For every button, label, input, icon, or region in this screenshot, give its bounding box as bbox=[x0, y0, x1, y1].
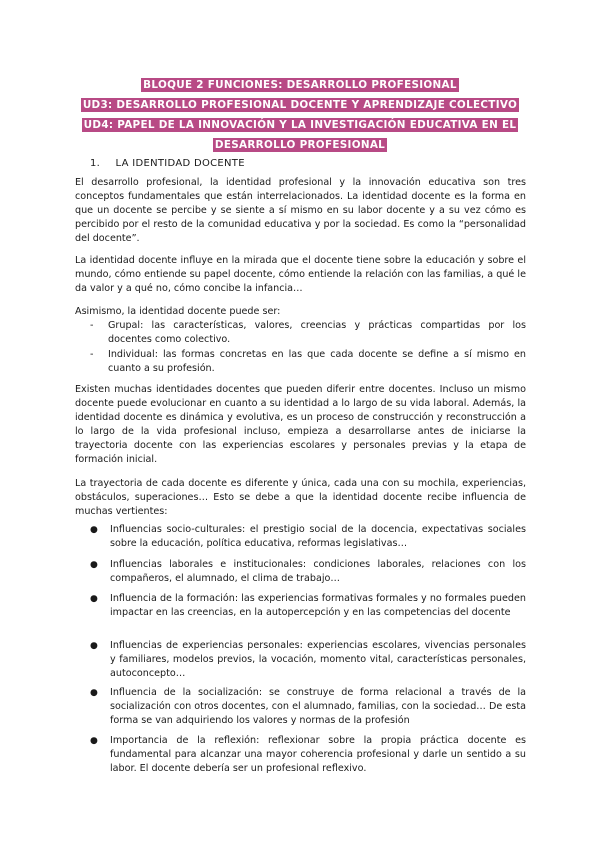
bullet-text: Influencias laborales e institucionales: condiciones laborales, relaciones con los compañeros, el alumnado, el clima de trabajo… bbox=[110, 559, 526, 584]
bullet-formacion bbox=[90, 592, 526, 620]
bullet-socio-cultural bbox=[90, 523, 526, 551]
header-line-ud4: UD4: PAPEL DE LA INNOVACIÓN Y LA INVESTIGACIÓN EDUCATIVA EN EL DESARROLLO PROFESIONAL bbox=[83, 119, 517, 151]
header-line-bloque: BLOQUE 2 FUNCIONES: DESARROLLO PROFESIONAL bbox=[143, 79, 457, 91]
dash-marker: - bbox=[90, 320, 94, 331]
bullet-icon: ● bbox=[90, 594, 98, 604]
section-heading bbox=[90, 158, 245, 169]
bullet-text: Influencia de la socialización: se construye de forma relacional a través de la socialización con otros docentes, con el alumnado, familias, con la sociedad… De esta forma se van adquiriendo los valores y normas de la profesión bbox=[110, 687, 526, 726]
bullet-text: Importancia de la reflexión: reflexionar sobre la propia práctica docente es fundamental para alcanzar una mayor coherencia profesional y darle un sentido a su labor. El docente debería ser un profesional reflexivo. bbox=[110, 735, 526, 774]
bullet-text: Influencias de experiencias personales: experiencias escolares, vivencias personales y familiares, modelos previos, la vocación, momento vital, características personales, autoconcepto… bbox=[110, 640, 526, 679]
list-item-individual bbox=[90, 348, 526, 376]
list-item-text: Grupal: las características, valores, creencias y prácticas compartidas por los docentes como colectivo. bbox=[108, 320, 526, 345]
header-line-ud3: UD3: DESARROLLO PROFESIONAL DOCENTE Y APRENDIZAJE COLECTIVO bbox=[82, 99, 518, 111]
paragraph-influence: La identidad docente influye en la mirada que el docente tiene sobre la educación y sobre el mundo, cómo entiende su papel docente, cómo entiende la relación con las familias, a qué le da valor y a qué no, cómo concibe la infancia… bbox=[75, 255, 526, 294]
bullet-experiencias bbox=[90, 639, 526, 681]
paragraph-types-intro: Asimismo, la identidad docente puede ser: bbox=[75, 306, 281, 317]
paragraph-trajectory: La trayectoria de cada docente es diferente y única, cada una con su mochila, experiencias, obstáculos, superaciones… Esto se debe a que la identidad docente recibe influencia de muchas vertientes: bbox=[75, 478, 526, 517]
bullet-laborales bbox=[90, 558, 526, 586]
bullet-reflexion bbox=[90, 734, 526, 776]
paragraph-intro: El desarrollo profesional, la identidad profesional y la innovación educativa son tres conceptos fundamentales que están interrelacionados. La identidad docente es la forma en que un docente se percibe y se siente a sí mismo en su labor docente y a su vez cómo es percibido por el resto de la comunidad educativa y por la sociedad. Es como la “personalidad del docente”. bbox=[75, 177, 526, 244]
bullet-icon: ● bbox=[90, 525, 98, 535]
bullet-socializacion bbox=[90, 686, 526, 728]
bullet-text: Influencia de la formación: las experiencias formativas formales y no formales pueden impactar en las creencias, en la autopercepción y en las competencias del docente bbox=[110, 593, 526, 618]
paragraph-identities: Existen muchas identidades docentes que pueden diferir entre docentes. Incluso un mismo docente puede evolucionar en cuanto a su identidad a lo largo de su vida laboral. Además, la identidad docente es dinámica y evolutiva, es un proceso de construcción y reconstrucción a lo largo de la vida profesional incluso, empieza a desarrollarse antes de iniciarse la trayectoria docente con las experiencias escolares y personales previas y la etapa de formación inicial. bbox=[75, 384, 526, 465]
section-title: LA IDENTIDAD DOCENTE bbox=[115, 158, 245, 169]
bullet-icon: ● bbox=[90, 641, 98, 651]
bullet-icon: ● bbox=[90, 560, 98, 570]
bullet-icon: ● bbox=[90, 736, 98, 746]
bullet-icon: ● bbox=[90, 688, 98, 698]
bullet-text: Influencias socio-culturales: el prestigio social de la docencia, expectativas sociales sobre la educación, política educativa, reformas legislativas… bbox=[110, 524, 526, 549]
dash-marker: - bbox=[90, 349, 94, 360]
header-title-block bbox=[75, 73, 525, 153]
list-item-grupal bbox=[90, 319, 526, 347]
list-item-text: Individual: las formas concretas en las que cada docente se define a sí mismo en cuanto a su profesión. bbox=[108, 349, 526, 374]
section-number: 1. bbox=[90, 158, 101, 169]
